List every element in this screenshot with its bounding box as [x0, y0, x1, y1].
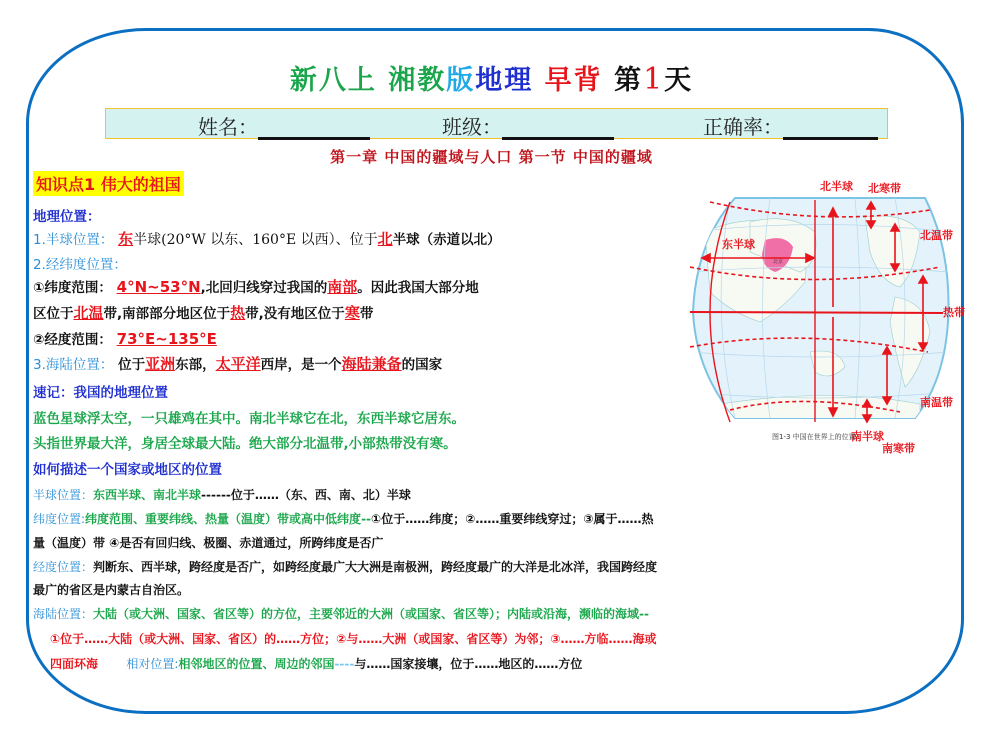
label-north-hemisphere: 北半球: [820, 180, 853, 193]
title-day-prefix: 第: [614, 65, 644, 96]
describe-hemi-dash: ------: [201, 488, 231, 502]
label-east-hemisphere: 东半球: [722, 238, 755, 251]
title-version: 版: [446, 65, 476, 96]
title-day-suffix: 天: [664, 65, 694, 96]
label-north-frigid-zone: 北寒带: [868, 182, 901, 195]
describe-longitude-line-2: 最广的省区是内蒙古自治区。: [33, 583, 190, 597]
answer-latitude-range: 4°N~53°N: [116, 278, 201, 296]
latitude-text-2: 。因此我国大部分地: [357, 280, 479, 296]
world-map-figure: [690, 172, 970, 462]
accuracy-blank[interactable]: [783, 117, 878, 140]
latlon-heading: 2.经纬度位置：: [33, 257, 127, 273]
answer-east: 东: [118, 230, 134, 248]
label-south-hemisphere: 南半球: [851, 430, 884, 443]
chapter-heading: 第一章 中国的疆域与人口 第一节 中国的疆域: [330, 148, 653, 166]
label-tropical-zone: 热带: [943, 306, 965, 319]
zone-text-4: 带: [359, 306, 374, 322]
describe-hemi-label: 半球位置：: [33, 488, 94, 502]
title-edition: 教: [417, 65, 447, 96]
describe-surrounded-by-sea: 四面环海: [50, 657, 99, 671]
sea-land-text-2: 东部，: [175, 357, 216, 373]
describe-sea-label: 海陆位置：: [33, 607, 94, 621]
answer-longitude-range: 73°E~135°E: [116, 330, 217, 348]
label-south-frigid-zone: 南寒带: [882, 442, 915, 455]
figure-caption: 图1-3 中国在世界上的位置: [772, 433, 856, 441]
geo-position-heading: 地理位置：: [33, 209, 101, 225]
title-day-number: 1: [643, 62, 665, 97]
describe-rel-black: 与……国家接壤，位于……地区的……方位: [354, 657, 583, 671]
sea-land-text: 位于: [118, 357, 146, 373]
answer-sea-and-land: 海陆兼备: [341, 355, 402, 373]
describe-lon-black: 判断东、西半球，跨经度是否广，如跨经度最广大大洲是南极洲，跨经度最广的大洋是北冰洋，我国跨经度: [93, 560, 658, 574]
sea-land-position-line: [33, 353, 442, 374]
longitude-range-line: [33, 328, 217, 348]
describe-sea-land-line-2: ①位于……大陆（或大洲、国家、省区）的……方位；②与……大洲（或国家、省区等）为邻；③……方临……海或: [50, 632, 657, 646]
describe-lat-label: 纬度位置:: [33, 512, 86, 526]
answer-tropical: 热: [230, 304, 246, 322]
answer-north: 北: [377, 230, 393, 248]
answer-asia: 亚洲: [145, 355, 176, 373]
label-north-temperate-zone: 北温带: [920, 229, 953, 242]
longitude-label: ②经度范围：: [33, 332, 112, 348]
describe-latitude-line-2: 量（温度）带 ④是否有回归线、极圈、赤道通过，所跨纬度是否广: [33, 536, 384, 550]
describe-sea-green: 大陆（或大洲、国家、省区等）的方位，主要邻近的大洲（或国家、省区等）；内陆或沿海，濒临的海域--: [93, 607, 649, 621]
describe-relative-line: [50, 655, 582, 672]
accuracy-field: [703, 111, 878, 140]
title-grade: 新八上 湘: [289, 65, 418, 96]
describe-lat-dash: --: [361, 512, 372, 526]
sea-land-text-3: 西岸，是一个: [260, 357, 342, 373]
class-field: [442, 111, 614, 140]
name-blank[interactable]: [258, 117, 370, 140]
knowledge-point-heading: 知识点1 伟大的祖国: [33, 171, 184, 196]
latitude-range-line: [33, 276, 479, 297]
answer-frigid: 寒: [344, 304, 360, 322]
mnemonic-line-2: 头指世界最大洋，身居全球最大陆。绝大部分北温带,小部热带没有寒。: [33, 436, 457, 452]
label-south-temperate-zone: 南温带: [920, 396, 953, 409]
describe-latitude-line: [33, 510, 654, 527]
name-label: 姓名：: [198, 115, 258, 139]
answer-south-part: 南部: [327, 278, 358, 296]
describe-lat-green: 纬度范围、重要纬线、热量（温度）带或高中低纬度: [85, 512, 362, 526]
describe-rel-label: 相对位置:: [126, 657, 179, 671]
class-blank[interactable]: [502, 117, 614, 140]
latitude-label: ①纬度范围：: [33, 280, 112, 296]
mnemonic-heading: 速记：我国的地理位置: [33, 385, 168, 401]
sea-land-text-4: 的国家: [401, 357, 443, 373]
hemisphere-position-line: [33, 228, 501, 249]
label-beijing: 北京: [773, 259, 784, 265]
hemisphere-text: 半球(20°W 以东、160°E 以西）、位于: [133, 232, 378, 248]
answer-north-temperate: 北温: [73, 304, 104, 322]
page-title: [0, 58, 983, 97]
mnemonic-line-1: 蓝色星球浮太空，一只雄鸡在其中。南北半球它在北，东西半球它居东。: [33, 411, 465, 427]
describe-lon-label: 经度位置：: [33, 560, 94, 574]
describe-sea-land-line: [33, 605, 649, 622]
world-map-illustration: [690, 172, 970, 462]
hemisphere-text-2: 半球（赤道以北）: [392, 232, 501, 248]
climate-zone-line: [33, 302, 373, 323]
latitude-text: ,北回归线穿过我国的: [200, 280, 328, 296]
zone-text: 区位于: [33, 306, 74, 322]
describe-longitude-line: [33, 558, 657, 575]
describe-heading: 如何描述一个国家或地区的位置: [33, 462, 222, 478]
class-label: 班级：: [442, 115, 502, 139]
zone-text-3: 带,没有地区位于: [245, 306, 345, 322]
describe-hemi-black: 位于……（东、西、南、北）半球: [230, 488, 411, 502]
describe-rel-dash: ----: [334, 657, 355, 671]
hemisphere-label: 1.半球位置：: [33, 232, 114, 248]
accuracy-label: 正确率：: [703, 115, 783, 139]
describe-rel-green: 相邻地区的位置、周边的邻国: [178, 657, 335, 671]
describe-hemi-green: 东西半球、南北半球: [93, 488, 202, 502]
answer-pacific: 太平洋: [215, 355, 261, 373]
describe-lat-black: ①位于……纬度；②……重要纬线穿过；③属于……热: [371, 512, 654, 526]
zone-text-2: 带,南部部分地区位于: [103, 306, 231, 322]
sea-land-label: 3.海陆位置：: [33, 357, 114, 373]
title-subject: 地理: [475, 65, 534, 96]
name-field: [198, 111, 370, 140]
describe-hemisphere-line: [33, 486, 411, 503]
title-morning-recite: 早背: [544, 65, 603, 96]
student-info-bar: [105, 108, 888, 139]
